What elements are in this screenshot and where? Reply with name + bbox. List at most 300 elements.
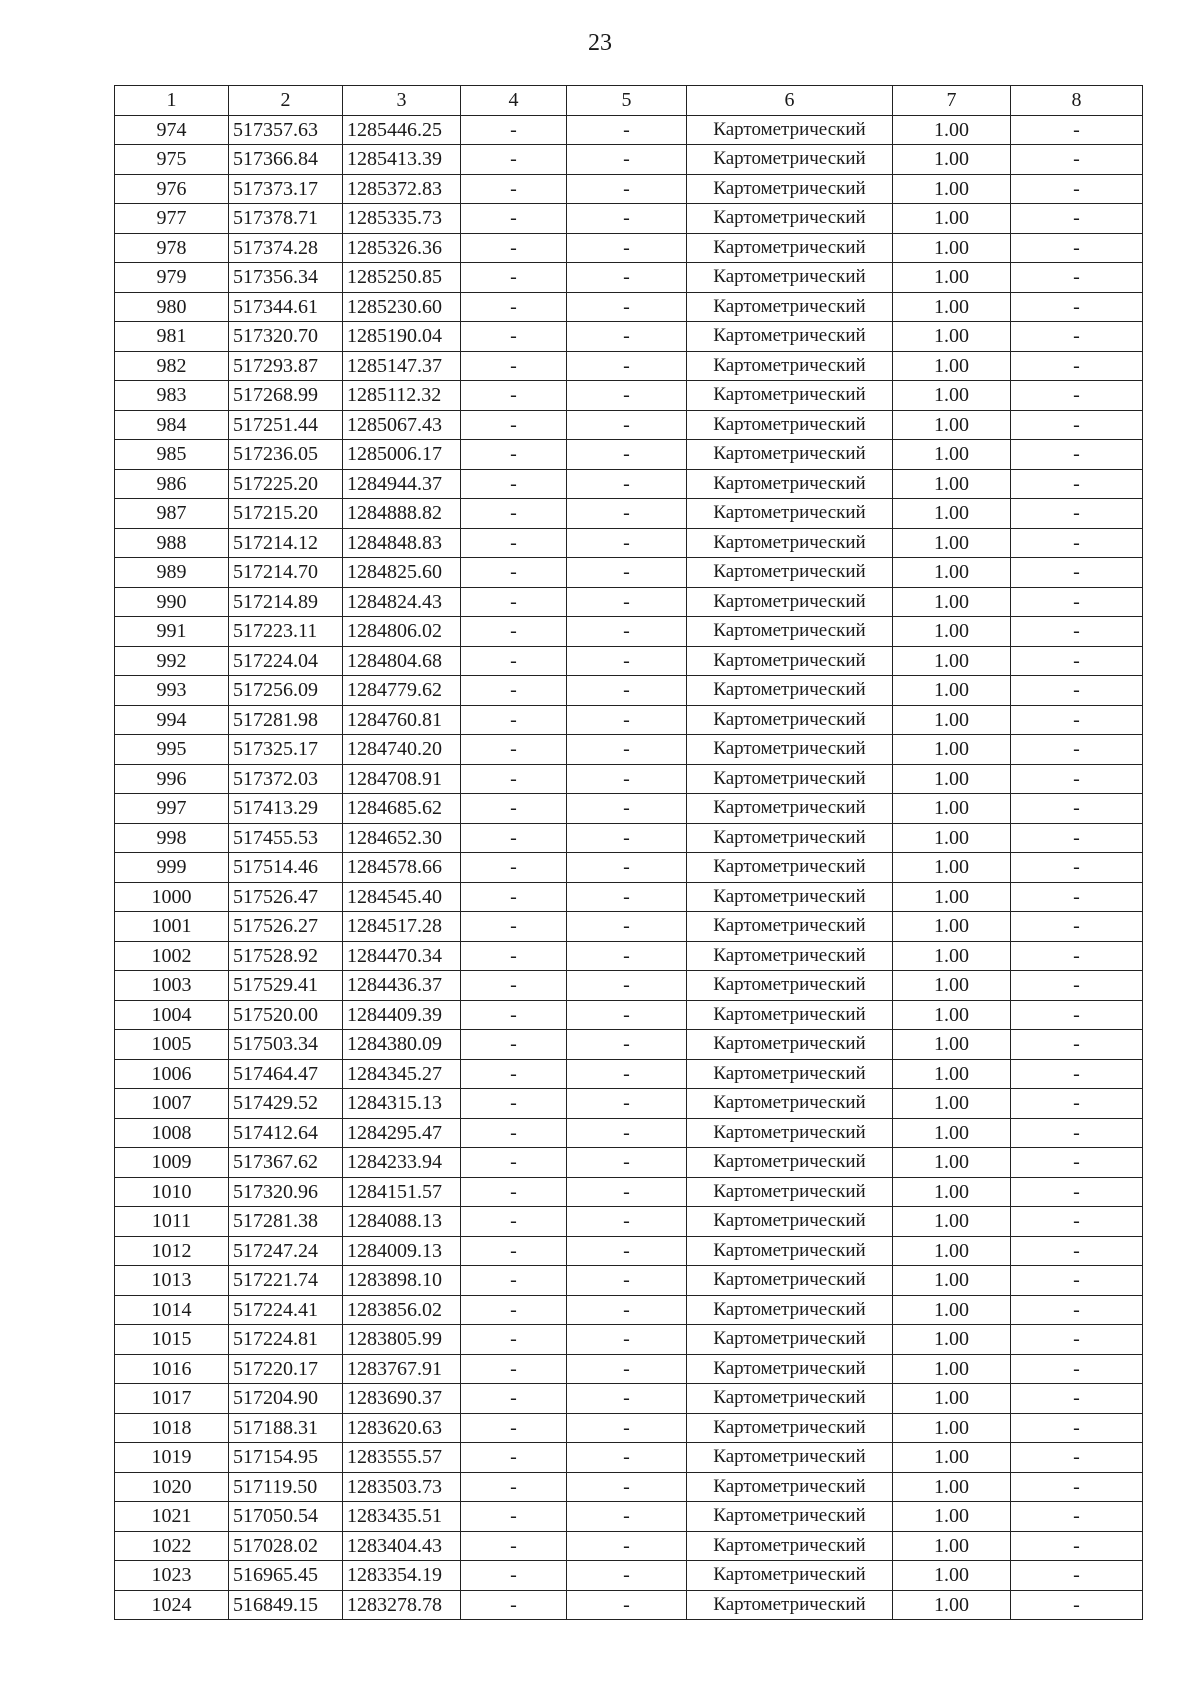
- accuracy-cell: 1.00: [893, 1502, 1011, 1532]
- col5-cell: -: [567, 1413, 687, 1443]
- col8-cell: -: [1011, 410, 1143, 440]
- x-coordinate-cell: 517325.17: [229, 735, 343, 765]
- point-number-cell: 1018: [115, 1413, 229, 1443]
- col5-cell: -: [567, 1472, 687, 1502]
- col5-cell: -: [567, 1000, 687, 1030]
- y-coordinate-cell: 1284315.13: [343, 1089, 461, 1119]
- col8-cell: -: [1011, 1354, 1143, 1384]
- point-number-cell: 1008: [115, 1118, 229, 1148]
- point-number-cell: 987: [115, 499, 229, 529]
- col8-cell: -: [1011, 1325, 1143, 1355]
- method-cell: Картометрический: [687, 1177, 893, 1207]
- y-coordinate-cell: 1284233.94: [343, 1148, 461, 1178]
- accuracy-cell: 1.00: [893, 941, 1011, 971]
- y-coordinate-cell: 1284825.60: [343, 558, 461, 588]
- accuracy-cell: 1.00: [893, 1295, 1011, 1325]
- accuracy-cell: 1.00: [893, 587, 1011, 617]
- header-cell: 6: [687, 86, 893, 116]
- col8-cell: -: [1011, 499, 1143, 529]
- y-coordinate-cell: 1284848.83: [343, 528, 461, 558]
- col5-cell: -: [567, 853, 687, 883]
- col5-cell: -: [567, 1236, 687, 1266]
- col4-cell: -: [461, 322, 567, 352]
- table-row: [115, 1531, 1143, 1561]
- point-number-cell: 990: [115, 587, 229, 617]
- y-coordinate-cell: 1284470.34: [343, 941, 461, 971]
- col4-cell: -: [461, 1207, 567, 1237]
- header-cell: 8: [1011, 86, 1143, 116]
- y-coordinate-cell: 1285112.32: [343, 381, 461, 411]
- y-coordinate-cell: 1285446.25: [343, 115, 461, 145]
- point-number-cell: 999: [115, 853, 229, 883]
- col8-cell: -: [1011, 1590, 1143, 1620]
- accuracy-cell: 1.00: [893, 735, 1011, 765]
- col4-cell: -: [461, 499, 567, 529]
- method-cell: Картометрический: [687, 912, 893, 942]
- y-coordinate-cell: 1285190.04: [343, 322, 461, 352]
- col5-cell: -: [567, 676, 687, 706]
- y-coordinate-cell: 1283404.43: [343, 1531, 461, 1561]
- point-number-cell: 1003: [115, 971, 229, 1001]
- point-number-cell: 1016: [115, 1354, 229, 1384]
- col4-cell: -: [461, 1089, 567, 1119]
- col5-cell: -: [567, 912, 687, 942]
- point-number-cell: 1011: [115, 1207, 229, 1237]
- method-cell: Картометрический: [687, 351, 893, 381]
- col8-cell: -: [1011, 204, 1143, 234]
- y-coordinate-cell: 1284295.47: [343, 1118, 461, 1148]
- col4-cell: -: [461, 617, 567, 647]
- accuracy-cell: 1.00: [893, 705, 1011, 735]
- table-row: [115, 941, 1143, 971]
- method-cell: Картометрический: [687, 1236, 893, 1266]
- x-coordinate-cell: 517293.87: [229, 351, 343, 381]
- table-row: [115, 971, 1143, 1001]
- y-coordinate-cell: 1284436.37: [343, 971, 461, 1001]
- point-number-cell: 991: [115, 617, 229, 647]
- y-coordinate-cell: 1284824.43: [343, 587, 461, 617]
- col5-cell: -: [567, 263, 687, 293]
- col4-cell: -: [461, 558, 567, 588]
- col4-cell: -: [461, 115, 567, 145]
- table-row: [115, 469, 1143, 499]
- point-number-cell: 1014: [115, 1295, 229, 1325]
- table-row: [115, 440, 1143, 470]
- y-coordinate-cell: 1284685.62: [343, 794, 461, 824]
- col5-cell: -: [567, 322, 687, 352]
- table-row: [115, 1413, 1143, 1443]
- x-coordinate-cell: 516849.15: [229, 1590, 343, 1620]
- method-cell: Картометрический: [687, 1413, 893, 1443]
- y-coordinate-cell: 1284779.62: [343, 676, 461, 706]
- table-row: [115, 1059, 1143, 1089]
- col8-cell: -: [1011, 1561, 1143, 1591]
- accuracy-cell: 1.00: [893, 794, 1011, 824]
- y-coordinate-cell: 1284888.82: [343, 499, 461, 529]
- col5-cell: -: [567, 1207, 687, 1237]
- col5-cell: -: [567, 174, 687, 204]
- accuracy-cell: 1.00: [893, 440, 1011, 470]
- accuracy-cell: 1.00: [893, 263, 1011, 293]
- method-cell: Картометрический: [687, 794, 893, 824]
- col8-cell: -: [1011, 823, 1143, 853]
- method-cell: Картометрический: [687, 558, 893, 588]
- y-coordinate-cell: 1285250.85: [343, 263, 461, 293]
- col8-cell: -: [1011, 263, 1143, 293]
- col5-cell: -: [567, 381, 687, 411]
- col5-cell: -: [567, 499, 687, 529]
- col5-cell: -: [567, 1266, 687, 1296]
- header-cell: 5: [567, 86, 687, 116]
- table-row: [115, 1590, 1143, 1620]
- accuracy-cell: 1.00: [893, 1059, 1011, 1089]
- col4-cell: -: [461, 1148, 567, 1178]
- table-row: [115, 1148, 1143, 1178]
- y-coordinate-cell: 1284009.13: [343, 1236, 461, 1266]
- col4-cell: -: [461, 1236, 567, 1266]
- col5-cell: -: [567, 971, 687, 1001]
- method-cell: Картометрический: [687, 1443, 893, 1473]
- point-number-cell: 1015: [115, 1325, 229, 1355]
- x-coordinate-cell: 517367.62: [229, 1148, 343, 1178]
- y-coordinate-cell: 1285147.37: [343, 351, 461, 381]
- y-coordinate-cell: 1284380.09: [343, 1030, 461, 1060]
- method-cell: Картометрический: [687, 1030, 893, 1060]
- accuracy-cell: 1.00: [893, 528, 1011, 558]
- col4-cell: -: [461, 1295, 567, 1325]
- y-coordinate-cell: 1284944.37: [343, 469, 461, 499]
- table-row: [115, 145, 1143, 175]
- col5-cell: -: [567, 646, 687, 676]
- col8-cell: -: [1011, 1531, 1143, 1561]
- col4-cell: -: [461, 1384, 567, 1414]
- header-cell: 7: [893, 86, 1011, 116]
- x-coordinate-cell: 517214.89: [229, 587, 343, 617]
- method-cell: Картометрический: [687, 115, 893, 145]
- accuracy-cell: 1.00: [893, 145, 1011, 175]
- col4-cell: -: [461, 1502, 567, 1532]
- accuracy-cell: 1.00: [893, 174, 1011, 204]
- col8-cell: -: [1011, 145, 1143, 175]
- table-row: [115, 1325, 1143, 1355]
- x-coordinate-cell: 517526.47: [229, 882, 343, 912]
- col8-cell: -: [1011, 292, 1143, 322]
- y-coordinate-cell: 1285372.83: [343, 174, 461, 204]
- col8-cell: -: [1011, 351, 1143, 381]
- accuracy-cell: 1.00: [893, 1325, 1011, 1355]
- table-row: [115, 1089, 1143, 1119]
- col5-cell: -: [567, 823, 687, 853]
- col8-cell: -: [1011, 1177, 1143, 1207]
- method-cell: Картометрический: [687, 1207, 893, 1237]
- col4-cell: -: [461, 646, 567, 676]
- col8-cell: -: [1011, 528, 1143, 558]
- col4-cell: -: [461, 528, 567, 558]
- method-cell: Картометрический: [687, 1472, 893, 1502]
- col5-cell: -: [567, 764, 687, 794]
- x-coordinate-cell: 517119.50: [229, 1472, 343, 1502]
- col5-cell: -: [567, 233, 687, 263]
- point-number-cell: 992: [115, 646, 229, 676]
- col4-cell: -: [461, 735, 567, 765]
- accuracy-cell: 1.00: [893, 1266, 1011, 1296]
- point-number-cell: 1007: [115, 1089, 229, 1119]
- table-row: [115, 794, 1143, 824]
- point-number-cell: 1010: [115, 1177, 229, 1207]
- method-cell: Картометрический: [687, 322, 893, 352]
- table-row: [115, 1207, 1143, 1237]
- method-cell: Картометрический: [687, 440, 893, 470]
- x-coordinate-cell: 517529.41: [229, 971, 343, 1001]
- accuracy-cell: 1.00: [893, 1561, 1011, 1591]
- table-row: [115, 1502, 1143, 1532]
- col8-cell: -: [1011, 764, 1143, 794]
- col8-cell: -: [1011, 794, 1143, 824]
- accuracy-cell: 1.00: [893, 233, 1011, 263]
- table-row: [115, 1561, 1143, 1591]
- x-coordinate-cell: 517320.96: [229, 1177, 343, 1207]
- accuracy-cell: 1.00: [893, 115, 1011, 145]
- y-coordinate-cell: 1284151.57: [343, 1177, 461, 1207]
- accuracy-cell: 1.00: [893, 1443, 1011, 1473]
- col5-cell: -: [567, 587, 687, 617]
- col4-cell: -: [461, 794, 567, 824]
- col5-cell: -: [567, 145, 687, 175]
- y-coordinate-cell: 1283767.91: [343, 1354, 461, 1384]
- accuracy-cell: 1.00: [893, 1236, 1011, 1266]
- y-coordinate-cell: 1285230.60: [343, 292, 461, 322]
- point-number-cell: 1017: [115, 1384, 229, 1414]
- col8-cell: -: [1011, 1236, 1143, 1266]
- table-row: [115, 1443, 1143, 1473]
- y-coordinate-cell: 1283690.37: [343, 1384, 461, 1414]
- table-row: [115, 1177, 1143, 1207]
- point-number-cell: 996: [115, 764, 229, 794]
- col4-cell: -: [461, 1325, 567, 1355]
- x-coordinate-cell: 517412.64: [229, 1118, 343, 1148]
- accuracy-cell: 1.00: [893, 1118, 1011, 1148]
- point-number-cell: 983: [115, 381, 229, 411]
- accuracy-cell: 1.00: [893, 971, 1011, 1001]
- x-coordinate-cell: 517154.95: [229, 1443, 343, 1473]
- x-coordinate-cell: 517224.81: [229, 1325, 343, 1355]
- x-coordinate-cell: 517214.70: [229, 558, 343, 588]
- x-coordinate-cell: 517236.05: [229, 440, 343, 470]
- y-coordinate-cell: 1284652.30: [343, 823, 461, 853]
- col5-cell: -: [567, 1295, 687, 1325]
- accuracy-cell: 1.00: [893, 381, 1011, 411]
- accuracy-cell: 1.00: [893, 617, 1011, 647]
- y-coordinate-cell: 1284517.28: [343, 912, 461, 942]
- header-cell: 3: [343, 86, 461, 116]
- col4-cell: -: [461, 1561, 567, 1591]
- point-number-cell: 975: [115, 145, 229, 175]
- point-number-cell: 981: [115, 322, 229, 352]
- col5-cell: -: [567, 1384, 687, 1414]
- point-number-cell: 1002: [115, 941, 229, 971]
- header-cell: 2: [229, 86, 343, 116]
- y-coordinate-cell: 1285006.17: [343, 440, 461, 470]
- col8-cell: -: [1011, 735, 1143, 765]
- y-coordinate-cell: 1285067.43: [343, 410, 461, 440]
- point-number-cell: 974: [115, 115, 229, 145]
- col4-cell: -: [461, 233, 567, 263]
- method-cell: Картометрический: [687, 1325, 893, 1355]
- col4-cell: -: [461, 764, 567, 794]
- table-row: [115, 1266, 1143, 1296]
- col4-cell: -: [461, 204, 567, 234]
- header-cell: 4: [461, 86, 567, 116]
- table-body: [115, 115, 1143, 1620]
- x-coordinate-cell: 517455.53: [229, 823, 343, 853]
- method-cell: Картометрический: [687, 469, 893, 499]
- col5-cell: -: [567, 705, 687, 735]
- col5-cell: -: [567, 1030, 687, 1060]
- accuracy-cell: 1.00: [893, 823, 1011, 853]
- table-row: [115, 204, 1143, 234]
- col5-cell: -: [567, 528, 687, 558]
- point-number-cell: 1006: [115, 1059, 229, 1089]
- method-cell: Картометрический: [687, 1295, 893, 1325]
- col4-cell: -: [461, 1000, 567, 1030]
- col4-cell: -: [461, 292, 567, 322]
- method-cell: Картометрический: [687, 1354, 893, 1384]
- col4-cell: -: [461, 823, 567, 853]
- table-row: [115, 676, 1143, 706]
- method-cell: Картометрический: [687, 1148, 893, 1178]
- col8-cell: -: [1011, 1502, 1143, 1532]
- point-number-cell: 1000: [115, 882, 229, 912]
- col8-cell: -: [1011, 469, 1143, 499]
- y-coordinate-cell: 1283503.73: [343, 1472, 461, 1502]
- table-row: [115, 115, 1143, 145]
- point-number-cell: 1023: [115, 1561, 229, 1591]
- point-number-cell: 985: [115, 440, 229, 470]
- col8-cell: -: [1011, 882, 1143, 912]
- method-cell: Картометрический: [687, 1531, 893, 1561]
- y-coordinate-cell: 1283354.19: [343, 1561, 461, 1591]
- method-cell: Картометрический: [687, 410, 893, 440]
- table-row: [115, 646, 1143, 676]
- y-coordinate-cell: 1284708.91: [343, 764, 461, 794]
- col4-cell: -: [461, 1059, 567, 1089]
- x-coordinate-cell: 517514.46: [229, 853, 343, 883]
- accuracy-cell: 1.00: [893, 558, 1011, 588]
- x-coordinate-cell: 517281.38: [229, 1207, 343, 1237]
- col4-cell: -: [461, 971, 567, 1001]
- method-cell: Картометрический: [687, 941, 893, 971]
- x-coordinate-cell: 517528.92: [229, 941, 343, 971]
- x-coordinate-cell: 517256.09: [229, 676, 343, 706]
- col4-cell: -: [461, 912, 567, 942]
- table-row: [115, 1472, 1143, 1502]
- col4-cell: -: [461, 145, 567, 175]
- method-cell: Картометрический: [687, 1089, 893, 1119]
- x-coordinate-cell: 517050.54: [229, 1502, 343, 1532]
- point-number-cell: 1019: [115, 1443, 229, 1473]
- method-cell: Картометрический: [687, 1118, 893, 1148]
- point-number-cell: 1005: [115, 1030, 229, 1060]
- x-coordinate-cell: 517429.52: [229, 1089, 343, 1119]
- table-row: [115, 587, 1143, 617]
- y-coordinate-cell: 1284806.02: [343, 617, 461, 647]
- method-cell: Картометрический: [687, 764, 893, 794]
- col5-cell: -: [567, 1502, 687, 1532]
- x-coordinate-cell: 517281.98: [229, 705, 343, 735]
- col4-cell: -: [461, 1177, 567, 1207]
- method-cell: Картометрический: [687, 1561, 893, 1591]
- col5-cell: -: [567, 735, 687, 765]
- table-row: [115, 882, 1143, 912]
- col8-cell: -: [1011, 381, 1143, 411]
- method-cell: Картометрический: [687, 174, 893, 204]
- col5-cell: -: [567, 204, 687, 234]
- col5-cell: -: [567, 941, 687, 971]
- table-row: [115, 558, 1143, 588]
- col5-cell: -: [567, 1590, 687, 1620]
- y-coordinate-cell: 1284804.68: [343, 646, 461, 676]
- point-number-cell: 986: [115, 469, 229, 499]
- x-coordinate-cell: 517372.03: [229, 764, 343, 794]
- point-number-cell: 978: [115, 233, 229, 263]
- accuracy-cell: 1.00: [893, 322, 1011, 352]
- y-coordinate-cell: 1284760.81: [343, 705, 461, 735]
- method-cell: Картометрический: [687, 587, 893, 617]
- col5-cell: -: [567, 1059, 687, 1089]
- table-row: [115, 499, 1143, 529]
- point-number-cell: 1013: [115, 1266, 229, 1296]
- col5-cell: -: [567, 558, 687, 588]
- accuracy-cell: 1.00: [893, 292, 1011, 322]
- x-coordinate-cell: 517214.12: [229, 528, 343, 558]
- col4-cell: -: [461, 676, 567, 706]
- y-coordinate-cell: 1284345.27: [343, 1059, 461, 1089]
- col4-cell: -: [461, 587, 567, 617]
- y-coordinate-cell: 1284545.40: [343, 882, 461, 912]
- table-row: [115, 528, 1143, 558]
- col4-cell: -: [461, 1590, 567, 1620]
- x-coordinate-cell: 517413.29: [229, 794, 343, 824]
- table-row: [115, 912, 1143, 942]
- y-coordinate-cell: 1284409.39: [343, 1000, 461, 1030]
- method-cell: Картометрический: [687, 646, 893, 676]
- x-coordinate-cell: 517224.04: [229, 646, 343, 676]
- col8-cell: -: [1011, 115, 1143, 145]
- col4-cell: -: [461, 1531, 567, 1561]
- method-cell: Картометрический: [687, 676, 893, 706]
- accuracy-cell: 1.00: [893, 676, 1011, 706]
- y-coordinate-cell: 1283805.99: [343, 1325, 461, 1355]
- method-cell: Картометрический: [687, 1384, 893, 1414]
- accuracy-cell: 1.00: [893, 1354, 1011, 1384]
- col8-cell: -: [1011, 1207, 1143, 1237]
- method-cell: Картометрический: [687, 735, 893, 765]
- col8-cell: -: [1011, 853, 1143, 883]
- col5-cell: -: [567, 115, 687, 145]
- col5-cell: -: [567, 1354, 687, 1384]
- col4-cell: -: [461, 351, 567, 381]
- col5-cell: -: [567, 292, 687, 322]
- col4-cell: -: [461, 410, 567, 440]
- table-row: [115, 823, 1143, 853]
- point-number-cell: 1009: [115, 1148, 229, 1178]
- table-row: [115, 381, 1143, 411]
- table-row: [115, 233, 1143, 263]
- y-coordinate-cell: 1284088.13: [343, 1207, 461, 1237]
- col4-cell: -: [461, 941, 567, 971]
- col4-cell: -: [461, 1443, 567, 1473]
- accuracy-cell: 1.00: [893, 912, 1011, 942]
